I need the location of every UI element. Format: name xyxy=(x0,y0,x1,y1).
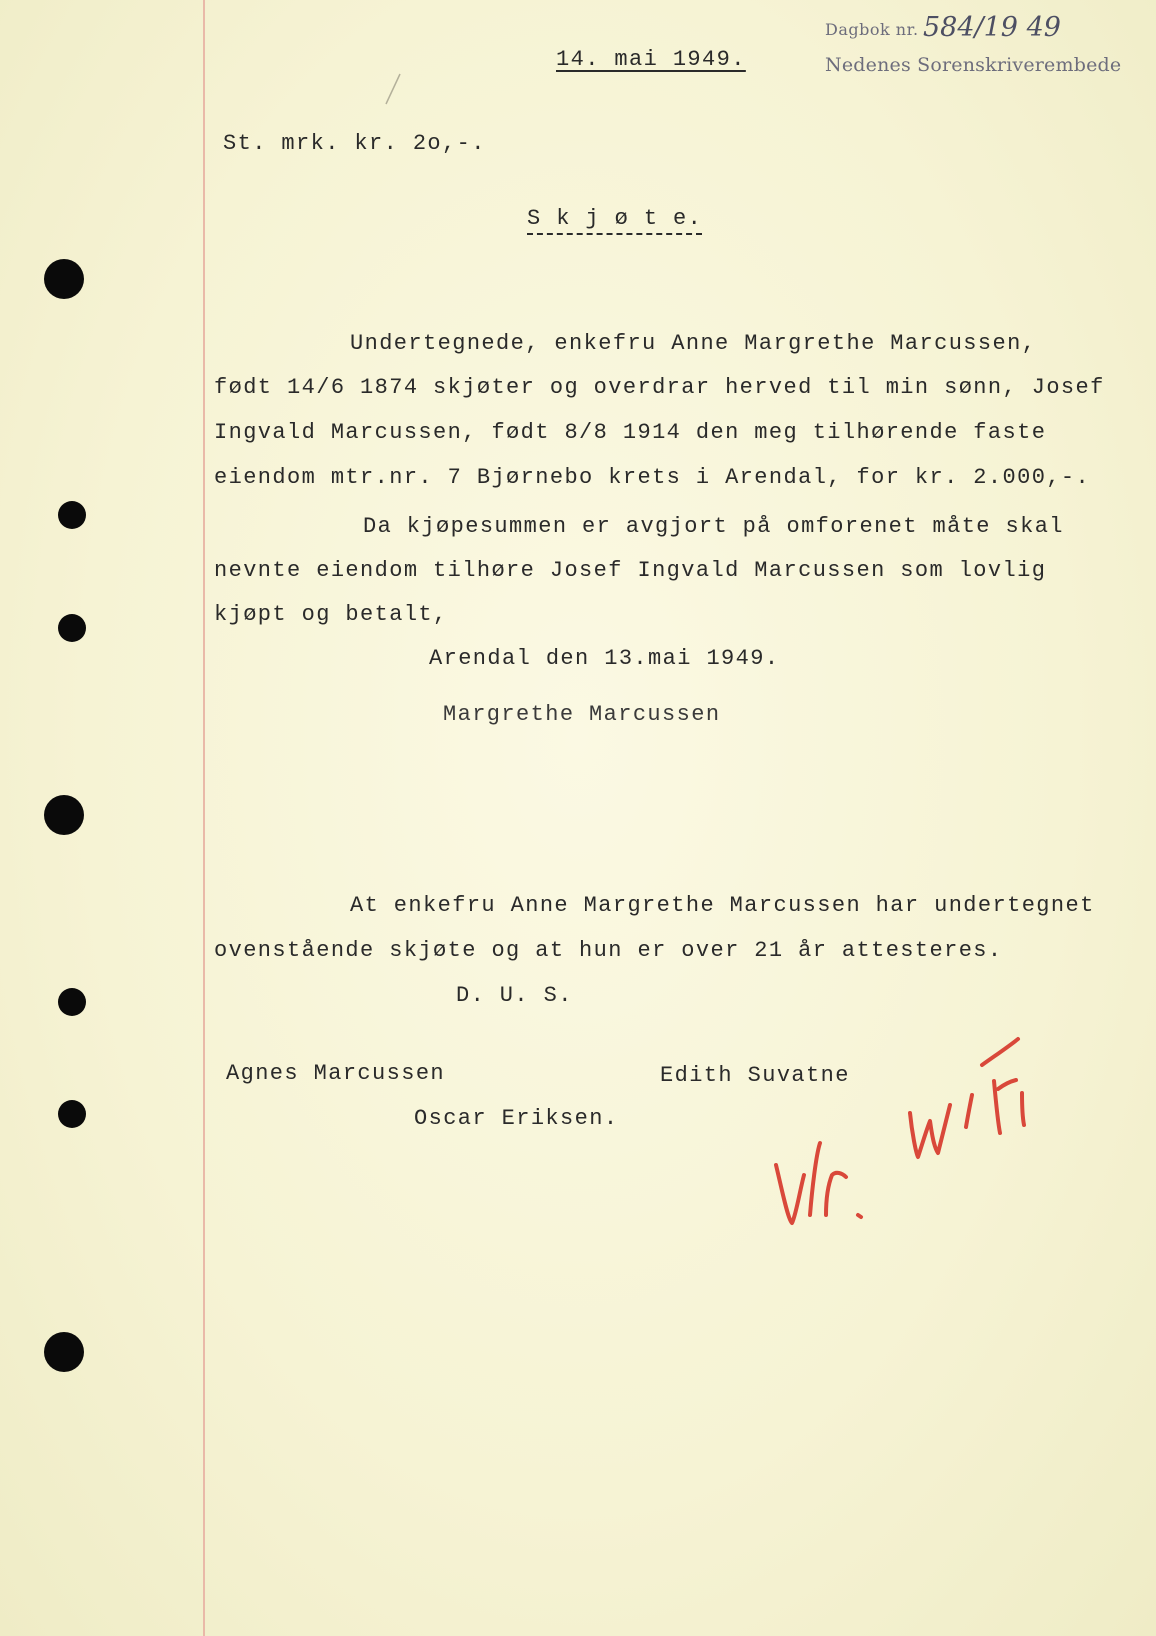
attestation-line: ovenstående skjøte og at hun er over 21 år attesteres. xyxy=(214,938,1003,963)
punch-hole xyxy=(44,795,84,835)
punch-hole xyxy=(44,1332,84,1372)
punch-hole xyxy=(44,259,84,299)
body-line: Da kjøpesummen er avgjort på omforenet måte skal xyxy=(363,514,1064,539)
punch-hole xyxy=(58,1100,86,1128)
witness-name: Agnes Marcussen xyxy=(226,1061,446,1086)
body-line: kjøpt og betalt, xyxy=(214,602,448,627)
witness-name: Edith Suvatne xyxy=(660,1063,850,1088)
punch-hole xyxy=(58,501,86,529)
grantor-signature: Margrethe Marcussen xyxy=(443,702,721,727)
body-line: født 14/6 1874 skjøter og overdrar herved til min sønn, Josef xyxy=(214,375,1105,400)
body-line: Undertegnede, enkefru Anne Margrethe Marcussen, xyxy=(350,331,1037,356)
document-title-text: S k j ø t e. xyxy=(527,206,702,235)
body-line: nevnte eiendom tilhøre Josef Ingvald Marcussen som lovlig xyxy=(214,558,1047,583)
document-date: 14. mai 1949. xyxy=(556,47,746,72)
pencil-mark xyxy=(380,70,410,110)
body-line: eiendom mtr.nr. 7 Bjørnebo krets i Arendal, for kr. 2.000,-. xyxy=(214,465,1091,490)
dus-abbreviation: D. U. S. xyxy=(456,983,573,1008)
punch-hole xyxy=(58,614,86,642)
body-line: Ingvald Marcussen, født 8/8 1914 den meg tilhørende faste xyxy=(214,420,1047,445)
place-date: Arendal den 13.mai 1949. xyxy=(429,646,780,671)
stamp-fee: St. mrk. kr. 2o,-. xyxy=(223,131,486,156)
red-pencil-annotation xyxy=(760,1025,1080,1235)
witness-name: Oscar Eriksen. xyxy=(414,1106,619,1131)
attestation-line: At enkefru Anne Margrethe Marcussen har undertegnet xyxy=(350,893,1095,918)
document-title xyxy=(527,206,702,231)
margin-line xyxy=(203,0,205,1636)
stamp-dagbok-number: 584/19 49 xyxy=(923,12,1061,43)
stamp-office-name: Nedenes Sorenskriverembede xyxy=(825,54,1122,76)
registry-stamp xyxy=(823,12,1123,88)
stamp-dagbok-label: Dagbok nr. xyxy=(825,20,919,39)
punch-hole xyxy=(58,988,86,1016)
